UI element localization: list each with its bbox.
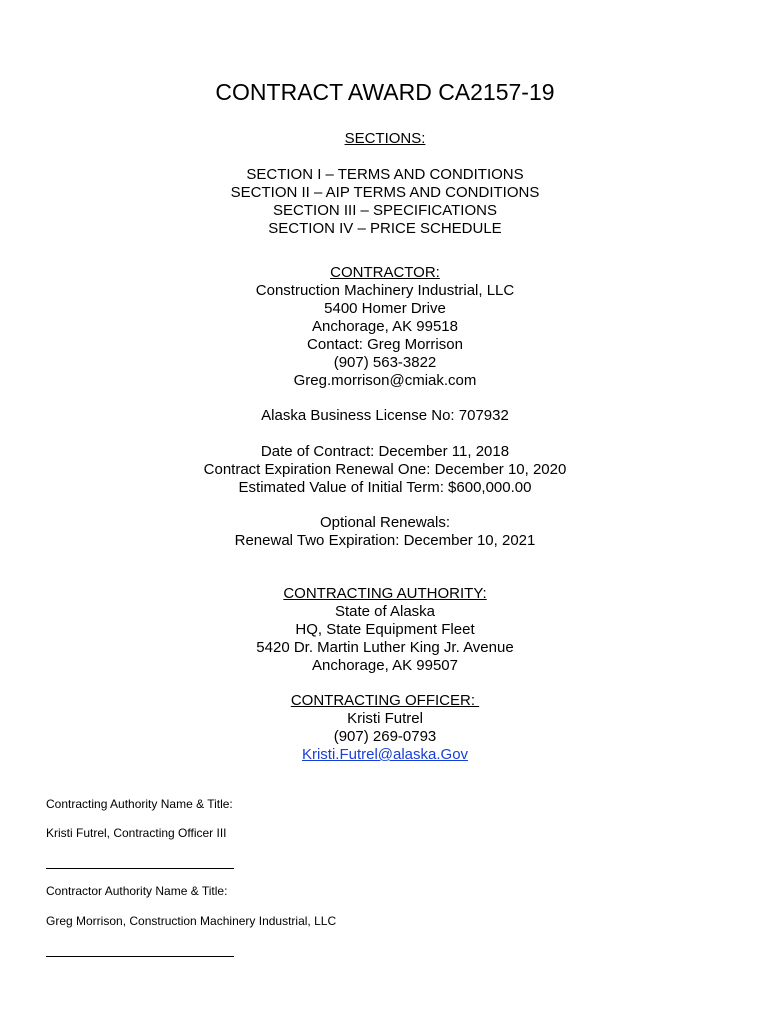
authority-heading: CONTRACTING AUTHORITY:	[283, 585, 487, 602]
contractor-contact: Contact: Greg Morrison	[307, 336, 463, 353]
authority-signature-label: Contracting Authority Name & Title:	[46, 797, 233, 811]
officer-phone: (907) 269-0793	[333, 728, 437, 745]
authority-name: State of Alaska	[334, 603, 436, 620]
contract-terms-block	[0, 443, 770, 497]
contractor-signature-value: Greg Morrison, Construction Machinery Industrial, LLC	[46, 914, 337, 928]
officer-heading: CONTRACTING OFFICER:	[290, 692, 480, 709]
contractor-signature-label: Contractor Authority Name & Title:	[46, 884, 228, 898]
authority-street: 5420 Dr. Martin Luther King Jr. Avenue	[256, 639, 514, 656]
authority-city: Anchorage, AK 99507	[312, 657, 458, 674]
contractor-block	[0, 264, 770, 390]
document-title: CONTRACT AWARD CA2157-19	[215, 79, 555, 105]
business-license: Alaska Business License No: 707932	[261, 407, 509, 424]
section-item: SECTION I – TERMS AND CONDITIONS	[246, 166, 524, 183]
section-item: SECTION III – SPECIFICATIONS	[273, 202, 497, 219]
contractor-company: Construction Machinery Industrial, LLC	[255, 282, 515, 299]
authority-signature-line	[46, 868, 234, 869]
contract-expiration: Contract Expiration Renewal One: December 10, 2020	[203, 461, 567, 478]
renewal-two: Renewal Two Expiration: December 10, 2021	[234, 532, 536, 549]
contractor-email: Greg.morrison@cmiak.com	[293, 372, 477, 389]
contractor-signature-line	[46, 956, 234, 957]
sections-list	[0, 166, 770, 238]
renewals-heading: Optional Renewals:	[319, 514, 451, 531]
section-item: SECTION IV – PRICE SCHEDULE	[268, 220, 502, 237]
contract-date: Date of Contract: December 11, 2018	[260, 443, 510, 460]
contractor-street: 5400 Homer Drive	[324, 300, 446, 317]
license-block	[0, 407, 770, 425]
authority-block	[0, 585, 770, 675]
renewals-block	[0, 514, 770, 550]
officer-email-link[interactable]: Kristi.Futrel@alaska.Gov	[301, 746, 469, 763]
section-item: SECTION II – AIP TERMS AND CONDITIONS	[230, 184, 540, 201]
officer-block	[0, 692, 770, 764]
authority-signature-value: Kristi Futrel, Contracting Officer III	[46, 826, 227, 840]
sections-block	[0, 130, 770, 148]
sections-heading: SECTIONS:	[344, 130, 426, 147]
contractor-heading: CONTRACTOR:	[330, 264, 440, 281]
authority-department: HQ, State Equipment Fleet	[295, 621, 475, 638]
estimated-value: Estimated Value of Initial Term: $600,000.00	[238, 479, 532, 496]
contractor-phone: (907) 563-3822	[333, 354, 437, 371]
officer-name: Kristi Futrel	[347, 710, 423, 727]
contractor-city: Anchorage, AK 99518	[312, 318, 458, 335]
